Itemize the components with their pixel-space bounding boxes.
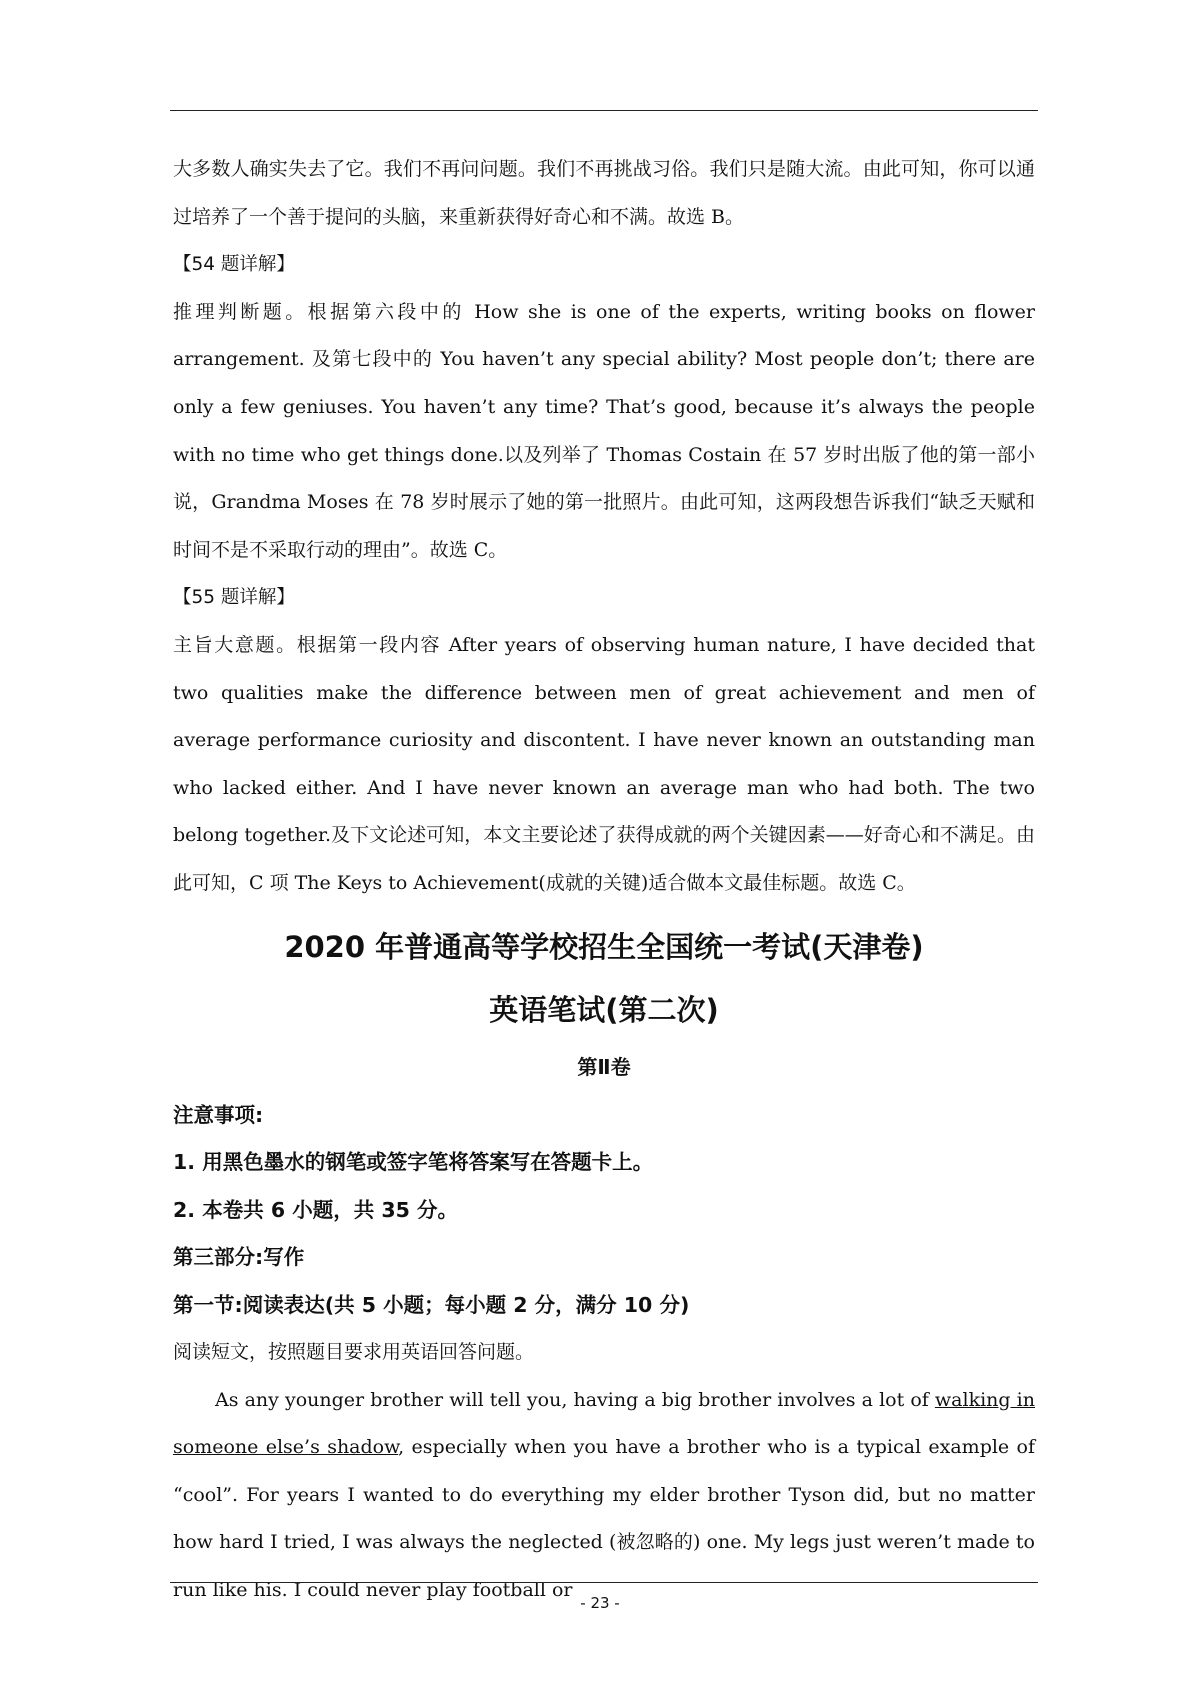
passage-text-rest: , especially when you have a brother who is a typical example of “cool”. For years I wanted to do everything my elder brother Tyson did, but no matter how hard I tried, I was always the neglected (被忽略的) one. My legs just weren’t made to run like his. I could never play football or [173,1436,1036,1601]
q55-heading: 【55 题详解】 [173,587,295,609]
notes-item-1: 1. 用黑色墨水的钢笔或签字笔将答案写在答题卡上。 [173,1150,654,1174]
header-rule [170,110,1038,111]
q54-heading: 【54 题详解】 [173,254,295,276]
footer-rule [170,1582,1038,1583]
notes-item-2: 2. 本卷共 6 小题，共 35 分。 [173,1197,459,1222]
volume-label: 第Ⅱ卷 [577,1054,631,1079]
page-number: - 23 - [580,1594,620,1612]
notes-heading: 注意事项: [173,1102,264,1127]
page-content [173,146,1035,1615]
underlined-phrase: walking in someone else’s shadow [173,1388,1035,1459]
exam-subtitle: 英语笔试(第二次) [489,992,719,1027]
continuation-paragraph: 大多数人确实失去了它。我们不再问问题。我们不再挑战习俗。我们只是随大流。由此可知，你可以通过培养了一个善于提问的头脑，来重新获得好奇心和不满。故选 B。 [173,158,1035,228]
passage-paragraph [173,1377,1035,1615]
q54-explanation: 推理判断题。根据第六段中的 How she is one of the experts, writing books on flower arrangement. 及第七段中的 You haven’t any special ability? Most people don’t; there are only a few geniuses. You haven’t any time? That’s good, because it’s always the people with no time who get things done.以及列举了 Thomas Costain 在 57 岁时出版了他的第一部小说，Grandma Moses 在 78 岁时展示了她的第一批照片。由此可知，这两段想告诉我们“缺乏天赋和时间不是不采取行动的理由”。故选 C。 [173,300,1035,561]
section1-heading: 第一节:阅读表达(共 5 小题；每小题 2 分，满分 10 分) [173,1292,690,1317]
part3-heading: 第三部分:写作 [173,1245,305,1269]
instruction-text: 阅读短文，按照题目要求用英语回答问题。 [173,1341,535,1363]
exam-title: 2020 年普通高等学校招生全国统一考试(天津卷) [284,929,924,964]
passage-text-start: As any younger brother will tell you, having a big brother involves a lot of [215,1388,935,1411]
q55-explanation: 主旨大意题。根据第一段内容 After years of observing human nature, I have decided that two qualities make the difference between men of great achievement and men of average performance curiosity and discontent. I have never known an outstanding man who lacked either. And I have never known an average man who had both. The two belong together.及下文论述可知，本文主要论述了获得成就的两个关键因素——好奇心和不满足。由此可知，C 项 The Keys to Achievement(成就的关键)适合做本文最佳标题。故选 C。 [173,633,1035,894]
